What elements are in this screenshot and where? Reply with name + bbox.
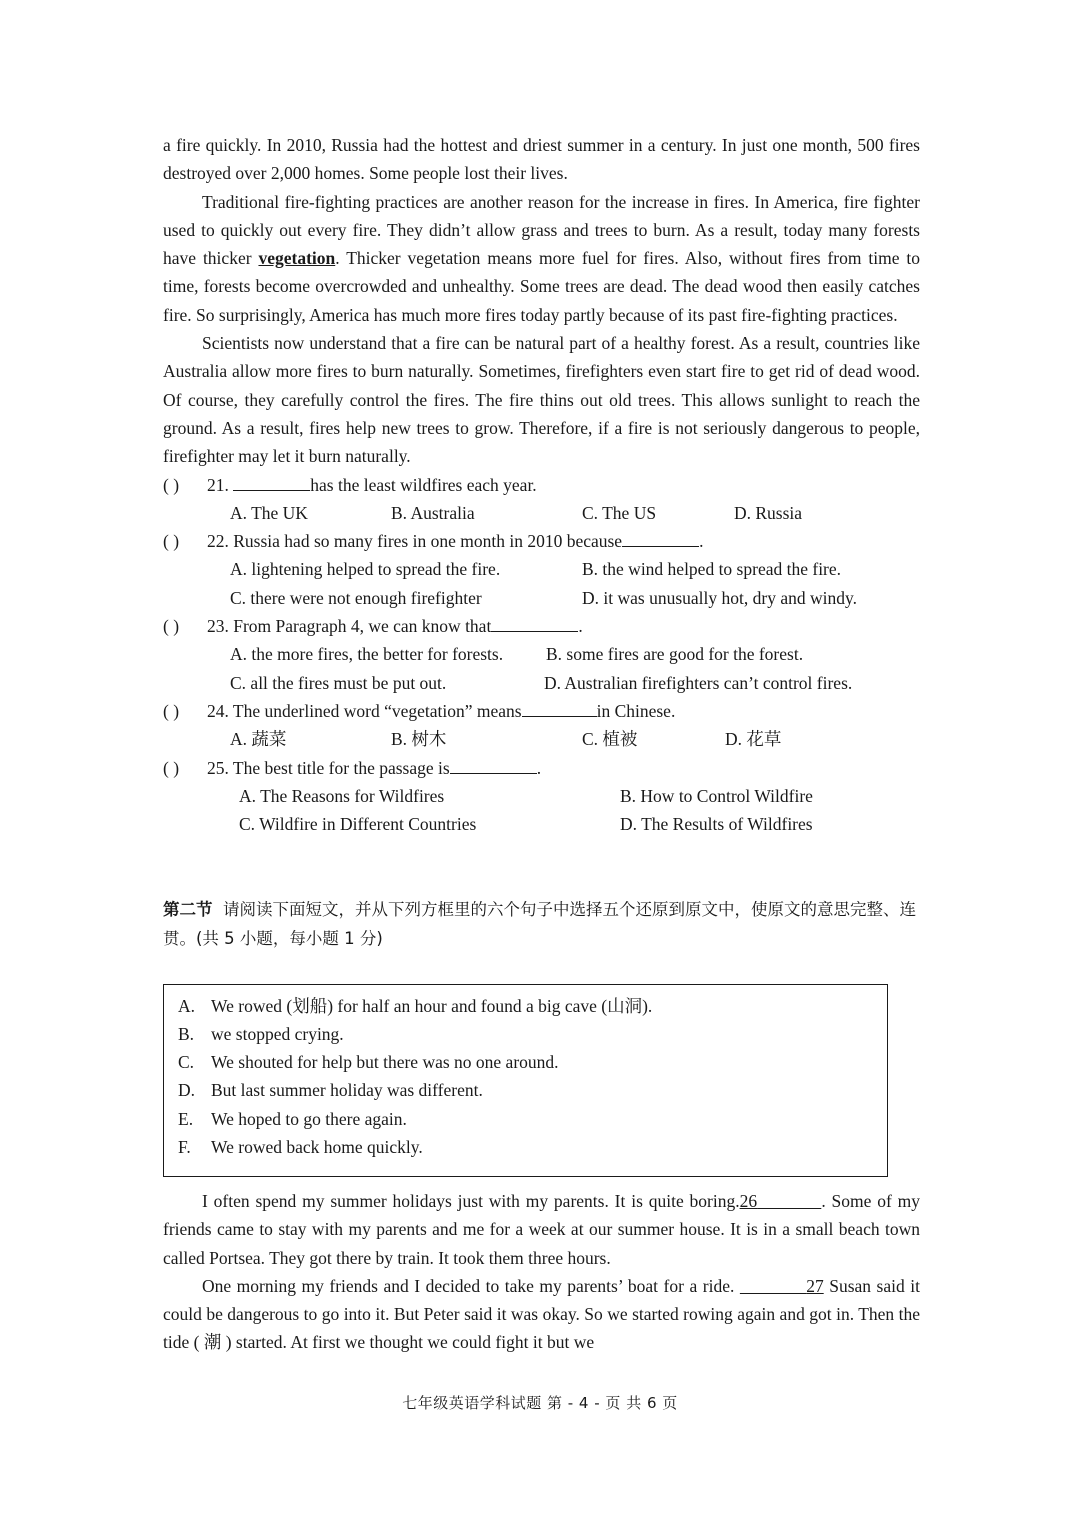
option-b[interactable]: B. Australia <box>391 502 475 523</box>
question-end: . <box>536 757 542 778</box>
paragraph-2 <box>163 188 920 329</box>
option-a[interactable]: A. the more fires, the better for forests. <box>230 644 504 665</box>
question-25 <box>163 754 920 782</box>
box-option-f <box>178 1133 423 1161</box>
answer-bracket[interactable]: ( ) <box>163 757 180 778</box>
option-c[interactable]: C. Wildfire in Different Countries <box>239 814 477 835</box>
question-23 <box>163 612 920 640</box>
options-25-row-1 <box>163 782 920 810</box>
answer-blank <box>522 698 597 717</box>
box-option-a <box>178 992 652 1020</box>
answer-bracket[interactable]: ( ) <box>163 531 180 552</box>
question-end: . <box>699 531 704 552</box>
paragraph-text: Susan said it could be dangerous to go into it. But Peter said it was okay. So we started rowing again and got in. Then the tide ( 潮 ) started. At first we thought we could fight it but we <box>163 1275 920 1353</box>
answer-blank <box>491 613 578 632</box>
page-footer: 七年级英语学科试题 第 - 4 - 页 共 6 页 <box>402 1394 678 1412</box>
option-text: we stopped crying. <box>211 1024 344 1044</box>
option-letter: E. <box>178 1109 194 1129</box>
question-24 <box>163 697 920 725</box>
answer-bracket[interactable]: ( ) <box>163 474 180 495</box>
blank-26[interactable] <box>740 1191 822 1211</box>
question-22 <box>163 527 920 555</box>
sentence-options-box <box>163 984 888 1177</box>
paragraph-text: I often spend my summer holidays just with my parents. It is quite boring. <box>202 1191 740 1211</box>
question-21 <box>163 471 920 499</box>
question-stem <box>207 471 537 499</box>
options-21 <box>163 499 920 527</box>
question-stem <box>207 754 541 782</box>
options-22-row-1 <box>163 555 920 583</box>
reading-passage-2 <box>163 1187 920 1357</box>
option-letter: B. <box>178 1024 195 1044</box>
answer-blank <box>233 472 310 491</box>
options-25-row-2 <box>163 810 920 838</box>
option-d[interactable]: D. Australian firefighters can’t control fires. <box>544 672 853 693</box>
option-letter: C. <box>178 1052 195 1072</box>
box-option-e <box>178 1105 407 1133</box>
option-a[interactable]: A. The Reasons for Wildfires <box>239 785 445 806</box>
blank-27[interactable] <box>740 1276 824 1296</box>
option-text: We rowed back home quickly. <box>211 1137 423 1157</box>
question-text: 24. The underlined word “vegetation” means <box>207 700 522 721</box>
underlined-word: vegetation <box>258 248 336 269</box>
passage-2-paragraph-1 <box>163 1187 920 1272</box>
answer-bracket[interactable]: ( ) <box>163 700 180 721</box>
section-2-instruction <box>163 895 920 953</box>
option-b[interactable]: B. 树木 <box>391 729 447 750</box>
option-c[interactable]: C. The US <box>582 502 657 523</box>
option-a[interactable]: A. lightening helped to spread the fire. <box>230 559 501 580</box>
option-b[interactable]: B. some fires are good for the forest. <box>546 644 804 665</box>
question-text: 23. From Paragraph 4, we can know that <box>207 616 492 637</box>
option-a[interactable]: A. 蔬菜 <box>230 729 287 750</box>
option-letter: A. <box>178 996 196 1016</box>
question-stem <box>207 527 703 555</box>
question-text: 22. Russia had so many fires in one month in 2010 because <box>207 531 623 552</box>
option-d[interactable]: D. The Results of Wildfires <box>620 814 813 835</box>
option-c[interactable]: C. 植被 <box>582 729 638 750</box>
paragraph-text: . Some of my friends came to stay with my parents and me for a week at our summer house. It is in a small beach town called Portsea. They got there by train. It took them three hours. <box>163 1191 920 1268</box>
option-letter: D. <box>178 1080 196 1100</box>
paragraph-text: One morning my friends and I decided to take my parents’ boat for a ride. <box>202 1275 740 1296</box>
question-stem <box>207 697 675 725</box>
paragraph-2-part-a: Traditional fire-fighting practices are another reason for the increase in fires. In America, fire fighter used to quickly out every fire. They didn’t allow grass and trees to burn. As a result, today many forests have thicker <box>163 191 920 269</box>
option-text: We shouted for help but there was no one around. <box>211 1052 559 1072</box>
paragraph-1: a fire quickly. In 2010, Russia had the hottest and driest summer in a century. In just one month, 500 fires destroyed over 2,000 homes. Some people lost their lives. <box>163 135 920 184</box>
option-c[interactable]: C. there were not enough firefighter <box>230 587 482 608</box>
paragraph-3: Scientists now understand that a fire can be natural part of a healthy forest. As a result, countries like Australia allow more fires to burn naturally. Sometimes, firefighters even start fire to get rid of dead wood. Of course, they carefully control the fires. The fire thins out old trees. This allows sunlight to reach the ground. As a result, fires help new trees to grow. Therefore, if a fire is not seriously dangerous to people, firefighter may let it burn naturally. <box>163 333 920 467</box>
option-text: But last summer holiday was different. <box>211 1080 483 1100</box>
question-number: 21. <box>207 474 229 495</box>
options-23-row-2 <box>163 669 920 697</box>
option-d[interactable]: D. Russia <box>734 502 803 523</box>
blank-number: 27 <box>806 1275 824 1296</box>
option-letter: F. <box>178 1137 191 1157</box>
option-b[interactable]: B. How to Control Wildfire <box>620 785 813 806</box>
question-end: in Chinese. <box>596 700 676 721</box>
option-text: We hoped to go there again. <box>211 1109 407 1129</box>
option-b[interactable]: B. the wind helped to spread the fire. <box>582 559 842 580</box>
answer-bracket[interactable]: ( ) <box>163 616 180 637</box>
option-d[interactable]: D. 花草 <box>725 729 782 750</box>
answer-blank <box>622 528 699 547</box>
box-option-d <box>178 1076 483 1104</box>
question-end: . <box>578 616 583 637</box>
question-text: 25. The best title for the passage is <box>207 757 450 778</box>
instruction-text: 请阅读下面短文，并从下列方框里的六个句子中选择五个还原到原文中，使原文的意思完整、连贯。(共 5 小题，每小题 1 分) <box>163 900 916 948</box>
question-stem <box>207 612 583 640</box>
option-text: We rowed (划船) for half an hour and found a big cave (山洞). <box>211 996 653 1016</box>
option-c[interactable]: C. all the fires must be put out. <box>230 672 447 693</box>
option-d[interactable]: D. it was unusually hot, dry and windy. <box>582 587 857 608</box>
options-22-row-2 <box>163 584 920 612</box>
option-a[interactable]: A. The UK <box>230 502 308 523</box>
reading-passage-top <box>163 0 920 838</box>
box-option-c <box>178 1048 559 1076</box>
passage-2-paragraph-2 <box>163 1272 920 1357</box>
paragraph-2-part-b: . Thicker vegetation means more fuel for fires. Also, without fires from time to time, forests become overcrowded and unhealthy. Some trees are dead. The dead wood then easily catches fire. So surprisingly, America has much more fires today partly because of its past fire-fighting practices. <box>163 248 920 325</box>
answer-blank <box>450 755 537 774</box>
options-24 <box>163 725 920 753</box>
section-label: 第二节 <box>163 900 213 919</box>
question-text: has the least wildfires each year. <box>310 474 537 495</box>
blank-number: 26 <box>739 1191 758 1211</box>
box-option-b <box>178 1020 344 1048</box>
options-23-row-1 <box>163 640 920 668</box>
